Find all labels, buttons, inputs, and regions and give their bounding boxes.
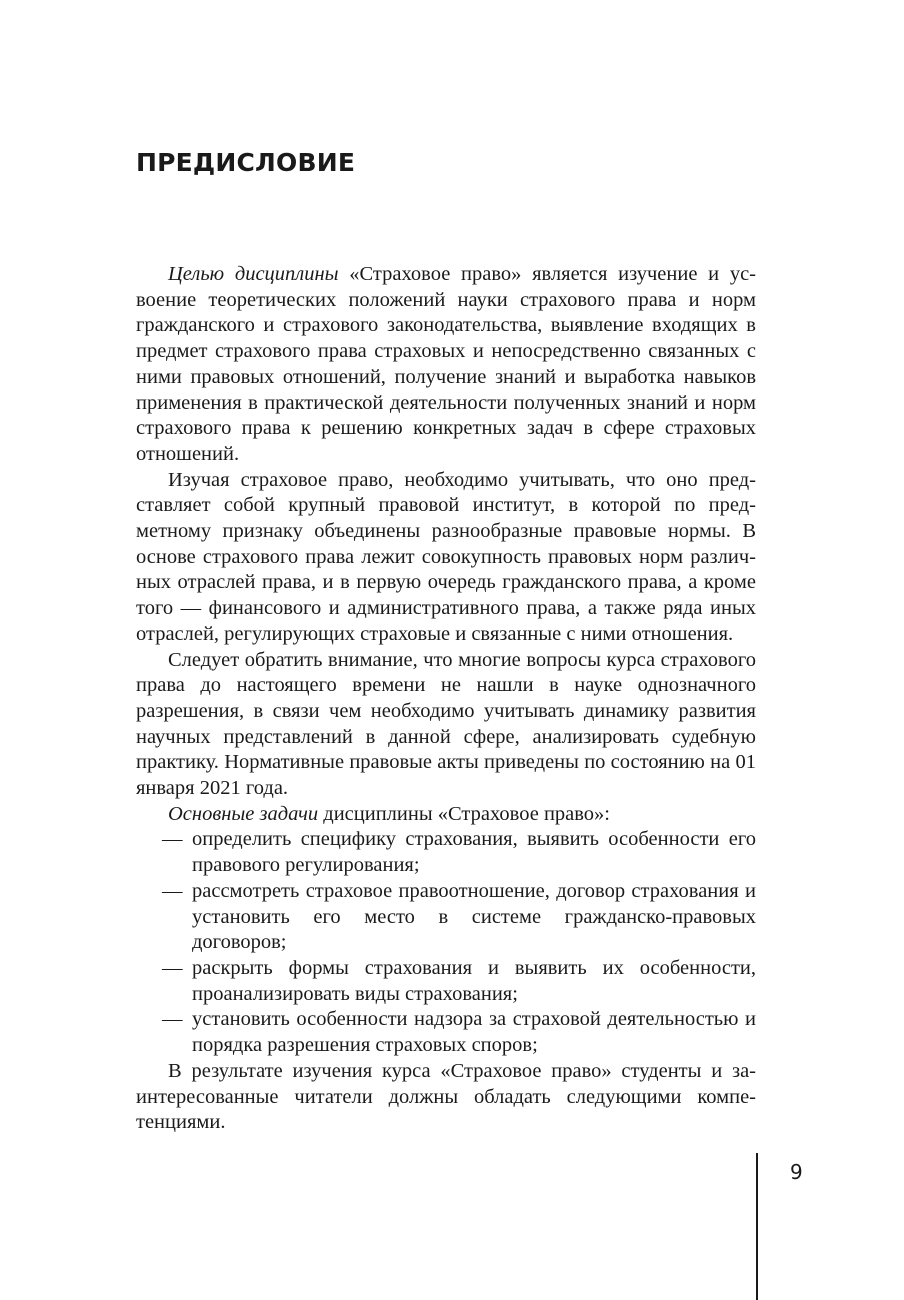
body-text xyxy=(136,262,756,1136)
task-text: рассмотреть страховое правоотношение, договор страхования и установить его место в системе гражданско-правовых договоров; xyxy=(192,879,756,954)
page-number: 9 xyxy=(790,1160,803,1184)
dash-bullet: — xyxy=(162,1008,183,1031)
task-item xyxy=(136,956,756,1007)
task-list xyxy=(136,827,756,1058)
paragraph-attention: Следует обратить внимание, что многие вопросы курса страхового права до настоящего времени не нашли в науке однозначного разрешения, в связи чем необходимо учитывать динамику развития научных представлений в данной сфере, анализировать судебную практику. Нормативные правовые акты приведены по состоянию на 01 января 2021 года. xyxy=(136,648,756,800)
paragraph-result: В результате изучения курса «Страховое право» студенты и заинтересованные читатели должны обладать следующими компетенциями. xyxy=(136,1059,756,1134)
dash-bullet: — xyxy=(162,956,183,979)
italic-lead: Основные задачи xyxy=(168,802,319,825)
dash-bullet: — xyxy=(162,879,183,902)
task-text: установить особенности надзора за страховой деятельностью и порядка разрешения страховых споров; xyxy=(192,1008,756,1057)
task-item xyxy=(136,827,756,878)
paragraph-text: «Страховое право» является изучение и усвоение теоретических положений науки страхового права и норм гражданского и страхового законодательства, выявление входящих в предмет страхового права страховых и непосредственно связанных с ними правовых отношений, получение знаний и выработка навыков применения в практической деятельности полученных знаний и норм страхового права к решению конкретных задач в сфере страховых отношений. xyxy=(136,263,756,465)
task-item xyxy=(136,1007,756,1058)
paragraph-text: дисциплины «Страховое право»: xyxy=(318,802,610,825)
task-text: определить специфику страхования, выявить особенности его правового регулирования; xyxy=(192,828,756,877)
page-title: ПРЕДИСЛОВИЕ xyxy=(136,148,356,177)
paragraph-goal xyxy=(136,262,756,468)
paragraph-study: Изучая страховое право, необходимо учитывать, что оно представляет собой крупный правовой институт, в которой по предметному признаку объединены разнообразные правовые нормы. В основе страхового права лежит совокупность правовых норм различных отраслей права, и в первую очередь гражданского права, а кроме того — финансового и административного права, а также ряда иных отраслей, регулирующих страховые и связанные с ними отношения. xyxy=(136,468,756,645)
task-text: раскрыть формы страхования и выявить их особенности, проанализировать виды страхования; xyxy=(192,956,756,1005)
dash-bullet: — xyxy=(162,828,183,851)
paragraph-tasks-intro xyxy=(136,802,756,828)
task-item xyxy=(136,879,756,956)
italic-lead: Целью дисциплины xyxy=(168,263,339,285)
page-divider-line xyxy=(756,1153,758,1300)
